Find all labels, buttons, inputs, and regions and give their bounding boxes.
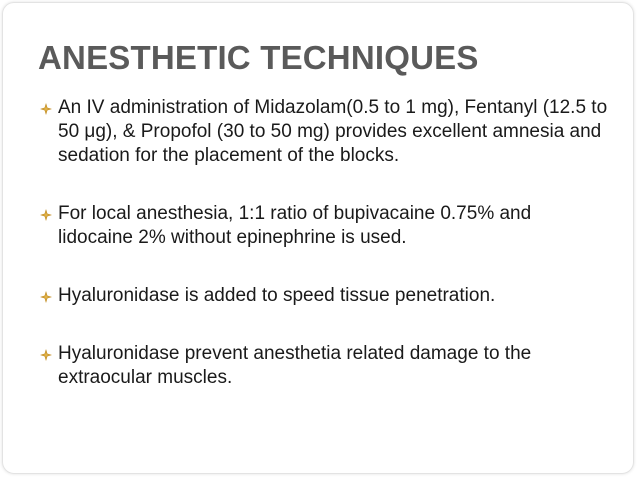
bullet-item bbox=[38, 96, 608, 168]
bullet-item bbox=[38, 342, 608, 390]
bullet-list bbox=[38, 96, 608, 390]
diamond-bullet-icon bbox=[40, 349, 52, 361]
bullet-text: For local anesthesia, 1:1 ratio of bupivacaine 0.75% and lidocaine 2% without epinephrine is used. bbox=[58, 203, 532, 248]
diamond-bullet-icon bbox=[40, 291, 52, 303]
bullet-item bbox=[38, 284, 608, 308]
diamond-bullet-icon bbox=[40, 209, 52, 221]
bullet-text: An IV administration of Midazolam(0.5 to 1 mg), Fentanyl (12.5 to 50 μg), & Propofol (30 to 50 mg) provides excellent amnesia and sedation for the placement of the blocks. bbox=[58, 97, 608, 166]
bullet-text: Hyaluronidase is added to speed tissue penetration. bbox=[58, 285, 496, 306]
diamond-bullet-icon bbox=[40, 103, 52, 115]
slide-title: ANESTHETIC TECHNIQUES bbox=[38, 39, 479, 76]
bullet-text: Hyaluronidase prevent anesthetia related damage to the extraocular muscles. bbox=[58, 343, 532, 388]
bullet-item bbox=[38, 202, 608, 250]
